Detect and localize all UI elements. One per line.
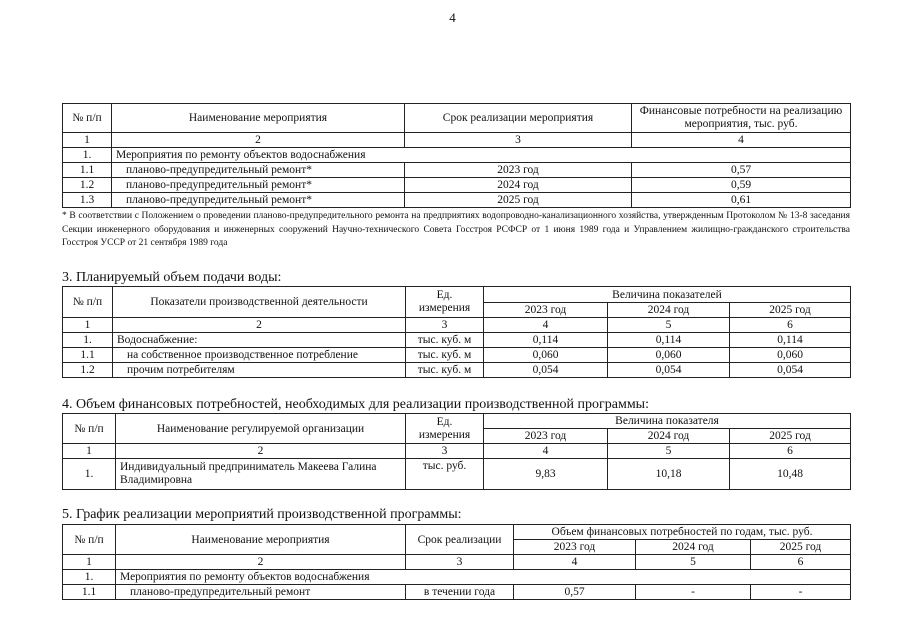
colnum: 3 bbox=[406, 555, 514, 570]
header-name: Наименование мероприятия bbox=[116, 525, 406, 555]
header-value: Величина показателей bbox=[484, 287, 851, 303]
header-value: Объем финансовых потребностей по годам, тыс. руб. bbox=[514, 525, 851, 540]
row-value: 0,114 bbox=[608, 333, 730, 348]
row-value: 0,060 bbox=[484, 348, 608, 363]
header-year: 2025 год bbox=[751, 540, 851, 555]
colnum: 5 bbox=[608, 444, 730, 459]
colnum: 6 bbox=[730, 318, 851, 333]
row-value: 0,060 bbox=[730, 348, 851, 363]
row-term: 2025 год bbox=[405, 193, 632, 208]
header-year: 2024 год bbox=[636, 540, 751, 555]
header-term: Срок реализации bbox=[406, 525, 514, 555]
schedule-table bbox=[62, 524, 851, 600]
row-value: 0,114 bbox=[730, 333, 851, 348]
colnum: 1 bbox=[63, 133, 112, 148]
row-value: 0,57 bbox=[514, 585, 636, 600]
row-num: 1. bbox=[63, 333, 113, 348]
colnum: 2 bbox=[112, 133, 405, 148]
header-year: 2025 год bbox=[730, 429, 851, 444]
financial-needs-table bbox=[62, 413, 851, 490]
row-name: Водоснабжение: bbox=[113, 333, 406, 348]
row-name: планово-предупредительный ремонт* bbox=[112, 163, 405, 178]
row-unit: тыс. куб. м bbox=[406, 348, 484, 363]
group-num: 1. bbox=[63, 570, 116, 585]
colnum: 3 bbox=[406, 318, 484, 333]
row-value: 0,054 bbox=[608, 363, 730, 378]
colnum: 1 bbox=[63, 555, 116, 570]
colnum: 4 bbox=[484, 318, 608, 333]
colnum: 1 bbox=[63, 444, 116, 459]
row-unit: тыс. куб. м bbox=[406, 363, 484, 378]
water-supply-table bbox=[62, 286, 851, 378]
row-num: 1.1 bbox=[63, 163, 112, 178]
page-number: 4 bbox=[449, 10, 456, 25]
row-num: 1.1 bbox=[63, 348, 113, 363]
colnum: 2 bbox=[113, 318, 406, 333]
header-unit: Ед. измерения bbox=[406, 287, 484, 318]
colnum: 4 bbox=[484, 444, 608, 459]
table-row bbox=[63, 193, 851, 208]
row-term: 2023 год bbox=[405, 163, 632, 178]
header-unit: Ед. измерения bbox=[406, 414, 484, 444]
section-4-title: 4. Объем финансовых потребностей, необходимых для реализации производственной программы: bbox=[62, 397, 649, 412]
row-name: планово-предупредительный ремонт* bbox=[112, 178, 405, 193]
footnote: * В соответствии с Положением о проведении планово-предупредительного ремонта на предприятиях водопроводно-канализационного хозяйства, утвержденным Протоколом № 13-8 заседания Секции инженерного оборудования и инженерных сооружений Научно-технического Совета Госстроя РСФСР от 1 июня 1989 года и Управлением жилищно-гражданского строительства Госстроя УССР от 21 сентября 1989 года bbox=[62, 211, 850, 248]
table-row bbox=[63, 178, 851, 193]
row-value: 0,060 bbox=[608, 348, 730, 363]
header-value: Величина показателя bbox=[484, 414, 851, 429]
table-row bbox=[63, 163, 851, 178]
row-unit: тыс. руб. bbox=[406, 459, 484, 490]
row-name: планово-предупредительный ремонт bbox=[116, 585, 406, 600]
row-value: 0,054 bbox=[730, 363, 851, 378]
row-value: - bbox=[636, 585, 751, 600]
row-name: на собственное производственное потребление bbox=[113, 348, 406, 363]
row-cost: 0,59 bbox=[632, 178, 851, 193]
colnum: 4 bbox=[514, 555, 636, 570]
header-term: Срок реализации мероприятия bbox=[405, 104, 632, 133]
colnum: 3 bbox=[406, 444, 484, 459]
header-cost: Финансовые потребности на реализацию мероприятия, тыс. руб. bbox=[632, 104, 851, 133]
header-num: № п/п bbox=[63, 287, 113, 318]
row-value: 10,48 bbox=[730, 459, 851, 490]
row-value: 10,18 bbox=[608, 459, 730, 490]
row-unit: тыс. куб. м bbox=[406, 333, 484, 348]
table-row bbox=[63, 363, 851, 378]
group-num: 1. bbox=[63, 148, 112, 163]
row-num: 1.1 bbox=[63, 585, 116, 600]
group-name: Мероприятия по ремонту объектов водоснабжения bbox=[116, 570, 851, 585]
row-value: 9,83 bbox=[484, 459, 608, 490]
header-year: 2024 год bbox=[608, 303, 730, 318]
colnum: 5 bbox=[636, 555, 751, 570]
header-name: Показатели производственной деятельности bbox=[113, 287, 406, 318]
row-term: в течении года bbox=[406, 585, 514, 600]
row-num: 1.2 bbox=[63, 178, 112, 193]
row-num: 1.2 bbox=[63, 363, 113, 378]
section-3-title: 3. Планируемый объем подачи воды: bbox=[62, 270, 282, 285]
header-year: 2025 год bbox=[730, 303, 851, 318]
colnum: 6 bbox=[751, 555, 851, 570]
colnum: 4 bbox=[632, 133, 851, 148]
colnum: 1 bbox=[63, 318, 113, 333]
colnum: 6 bbox=[730, 444, 851, 459]
row-name: прочим потребителям bbox=[113, 363, 406, 378]
table-row bbox=[63, 348, 851, 363]
header-year: 2023 год bbox=[484, 303, 608, 318]
row-value: 0,054 bbox=[484, 363, 608, 378]
row-term: 2024 год bbox=[405, 178, 632, 193]
table-row bbox=[63, 585, 851, 600]
colnum: 2 bbox=[116, 444, 406, 459]
row-name: Индивидуальный предприниматель Макеева Галина Владимировна bbox=[116, 459, 406, 490]
row-value: 0,114 bbox=[484, 333, 608, 348]
colnum: 2 bbox=[116, 555, 406, 570]
section-5-title: 5. График реализации мероприятий производственной программы: bbox=[62, 507, 462, 522]
row-name: планово-предупредительный ремонт* bbox=[112, 193, 405, 208]
table-row bbox=[63, 459, 851, 490]
row-num: 1. bbox=[63, 459, 116, 490]
header-num: № п/п bbox=[63, 414, 116, 444]
header-num: № п/п bbox=[63, 525, 116, 555]
header-name: Наименование регулируемой организации bbox=[116, 414, 406, 444]
row-cost: 0,57 bbox=[632, 163, 851, 178]
group-name: Мероприятия по ремонту объектов водоснабжения bbox=[112, 148, 851, 163]
colnum: 5 bbox=[608, 318, 730, 333]
header-year: 2023 год bbox=[514, 540, 636, 555]
row-num: 1.3 bbox=[63, 193, 112, 208]
colnum: 3 bbox=[405, 133, 632, 148]
header-year: 2024 год bbox=[608, 429, 730, 444]
header-name: Наименование мероприятия bbox=[112, 104, 405, 133]
row-cost: 0,61 bbox=[632, 193, 851, 208]
activities-table bbox=[62, 103, 851, 208]
header-num: № п/п bbox=[63, 104, 112, 133]
header-year: 2023 год bbox=[484, 429, 608, 444]
table-row bbox=[63, 333, 851, 348]
row-value: - bbox=[751, 585, 851, 600]
